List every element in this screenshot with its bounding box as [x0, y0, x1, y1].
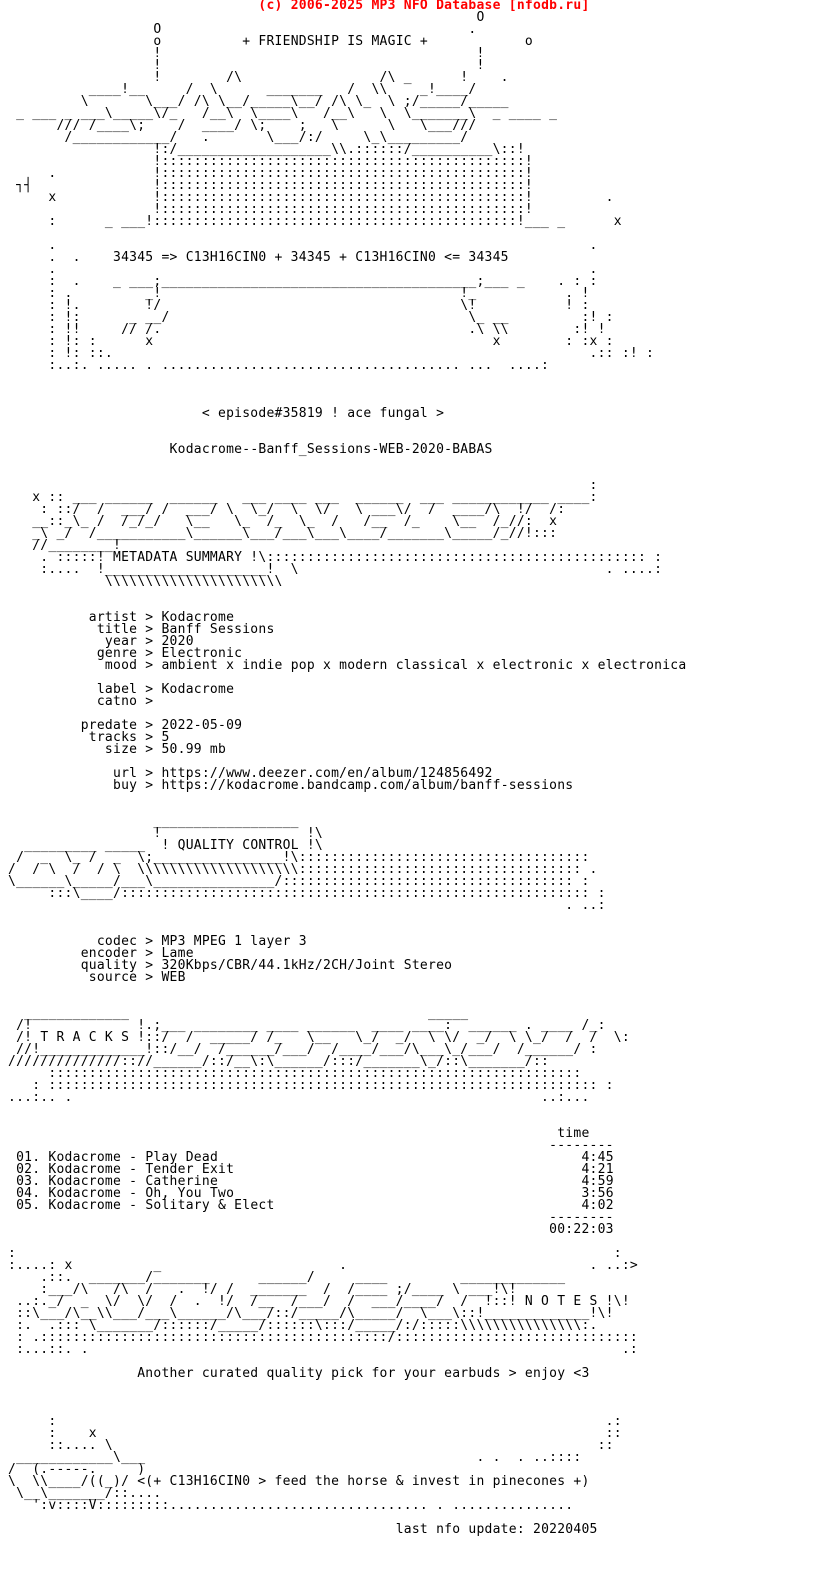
track-row: 05. Kodacrome - Solitary & Elect 4:02 [16, 1198, 614, 1213]
nfo-line: : . _! !_ . ! [8, 286, 590, 301]
nfo-line: \______\_____/___\_______________/:::::::::::::::::::::::::::::::::::: : [8, 874, 590, 889]
nfo-line: :.... !____________________! \ . ....: [8, 562, 663, 577]
nfo-text [8, 0, 686, 1536]
nfo-line [8, 792, 686, 804]
release-line [8, 444, 686, 456]
q-source-line: source > WEB [8, 970, 186, 985]
meta-artist: Kodacrome [161, 610, 235, 625]
nfo-line: ! ! [8, 46, 485, 61]
nfo-line: : . _ ___;_______________________________________;___ _ . : : [8, 274, 598, 289]
meta-url[interactable]: https://www.deezer.com/en/album/124856492 [161, 766, 493, 781]
nfo-line [8, 1392, 686, 1404]
notes-title: N O T E S [524, 1294, 598, 1309]
track-time: 4:02 [581, 1198, 614, 1213]
copyright-header: (c) 2006-2025 MP3 NFO Database [nfodb.ru] [258, 0, 590, 13]
tracks-title-line: /! T R A C K S !::/ / _____/ /_ \__ \_/ _/ \ \/ _/ \ \_/ / / \: [8, 1030, 630, 1045]
meta-catno-line: catno > [8, 694, 162, 709]
nfo-line [8, 912, 686, 924]
nfo-line: _____________ _____ [8, 1006, 638, 1021]
time-header-line: time [8, 1126, 590, 1141]
metadata-title-line: . :::::! METADATA SUMMARY !\::::::::::::::::::::::::::::::::::::::::::::::: : [8, 550, 663, 565]
track-time: 4:21 [581, 1162, 614, 1177]
nfo-line [8, 456, 686, 468]
nfo-line [8, 588, 686, 600]
formula-line: . . 34345 => C13H16CIN0 + 34345 + C13H16CIN0 <= 34345 [8, 250, 509, 265]
nfo-line: / / \ / / \ \\\\\\\\\\\\\\\\\\\\::::::::::::::::::::::::::::::::::: . [8, 862, 598, 877]
track-num: 03. [16, 1174, 41, 1189]
nfo-line: _ ___ _ ___\_____\/_ /__\ \____\ /__\ \ \_______\ _ ____ _ [8, 106, 558, 121]
track-num: 05. [16, 1198, 41, 1213]
nfo-line: O [8, 10, 485, 25]
nfo-line: ! !\ [8, 826, 323, 841]
meta-url-line: url > https://www.deezer.com/en/album/124856492 [8, 766, 493, 781]
nfo-line: x !:::::::::::::::::::::::::::::::::::::::::::::! . [8, 190, 614, 205]
nfo-line: !:::::::::::::::::::::::::::::::::::::::::::::! [8, 154, 533, 169]
nfo-line: O . [8, 22, 477, 37]
nfo-line: / (.-----. ) [8, 1462, 146, 1477]
nfo-line: ...:.. . ..:... [8, 1090, 590, 1105]
nfo-line: : !. !/ \! ! : [8, 298, 590, 313]
nfo-line: //////////////:://______/::/__\:\______/:::/_______\_/::\_______/:: [8, 1054, 550, 1069]
nfo-line: x :: ___ ______ ______ ___ ____ ___ ______ ___ ____________ ____: [8, 490, 598, 505]
nfo-line: : !: : x x : :x : [8, 334, 614, 349]
nfo-line [8, 984, 686, 996]
nfo-line: . ..: [8, 898, 606, 913]
track-title: Solitary & Elect [145, 1198, 275, 1213]
release-name: Kodacrome--Banff_Sessions-WEB-2020-BABAS [169, 442, 493, 457]
meta-size: 50.99 mb [161, 742, 227, 757]
meta-label-line: label > Kodacrome [8, 682, 235, 697]
nfo-line: : .:::::::::::::::::::::::::::::::::::::::::::/:::::::::::::::::::::::::::::: [8, 1330, 638, 1345]
q-source: WEB [161, 970, 186, 985]
nfo-line: __::_\_ / /_/_/ \__ \_ /_ \_ / /__ /_ \__ /_//: x [8, 514, 558, 529]
nfo-line [8, 420, 686, 432]
nfo-line: ____________\___ . . . ..:::: [8, 1450, 582, 1465]
nfo-line: /! !.;___ ________ ____ ______ ____ ____: ______ . ____ /_: [8, 1018, 606, 1033]
meta-year: 2020 [161, 634, 194, 649]
track-artist: Kodacrome [48, 1174, 122, 1189]
nfo-line: :::\____/:::::::::::::::::::::::::::::::::::::::::::::::::::::::::: : [8, 886, 606, 901]
nfo-line: ! /\ /\ _ ! . [8, 70, 509, 85]
notes-text-line [8, 1368, 686, 1380]
notes-text: Another curated quality pick for your earbuds > enjoy <3 [137, 1366, 590, 1381]
episode-line [8, 408, 686, 420]
last-update: last nfo update: 20220405 [395, 1522, 598, 1537]
nfo-line: : !: _ __/ \_ __ :! : [8, 310, 614, 325]
nfo-line [8, 384, 686, 396]
total-line [8, 1224, 686, 1236]
nfo-line: . . [8, 262, 598, 277]
nfo-line: !:::::::::::::::::::::::::::::::::::::::::::::! [8, 202, 533, 217]
nfo-line: \ \___/ /\ \__/_____\__/ /\ \_ \ ;/_____/_____ [8, 94, 509, 109]
nfo-line: ┐┤ !:::::::::::::::::::::::::::::::::::::::::::::! [8, 178, 533, 193]
meta-label: Kodacrome [161, 682, 235, 697]
nfo-line: : :::::::::::::::::::::::::::::::::::::::::::::::::::::::::::::::::::: : [8, 1078, 614, 1093]
nfo-line: :..:. ..... . ..................................... ... ....: [8, 358, 550, 373]
tracks-title: T R A C K S [40, 1030, 130, 1045]
q-encoder-line: encoder > Lame [8, 946, 194, 961]
track-artist: Kodacrome [48, 1162, 122, 1177]
nfo-line: ::\___/\__\\___/___\______/\___/::/_____/\_____/ \___\::!_____________!\! [8, 1306, 614, 1321]
nfo-line: : : [8, 1246, 622, 1261]
episode-tag: < episode#35819 ! ace fungal > [201, 406, 445, 421]
nfo-line: . . [8, 238, 598, 253]
meta-title: Banff Sessions [161, 622, 275, 637]
footer-slogan: <(+ C13H16CIN0 > feed the horse & invest in pinecones +) [137, 1474, 590, 1489]
update-line [8, 1524, 686, 1536]
nfo-line: :...::. . .: [8, 1342, 638, 1357]
q-title: _________ _____ ! QUALITY CONTROL !\ [8, 838, 324, 853]
nfo-line: : _ ___!:::::::::::::::::::::::::::::::::::::::::::::!___ _ x [8, 214, 622, 229]
formula: 34345 => C13H16CIN0 + 34345 + C13H16CIN0 <= 34345 [113, 250, 509, 265]
meta-buy-line: buy > https://kodacrome.bandcamp.com/album/banff-sessions [8, 778, 574, 793]
tagline: + FRIENDSHIP IS MAGIC + [242, 34, 428, 49]
nfo-line: /// /____\; / ____/ \; ; \ \ \___/// [8, 118, 477, 133]
track-row: 04. Kodacrome - Oh, You Two 3:56 [16, 1186, 614, 1201]
nfo-line: / _ \_ / _ \;________________!\:::::::::::::::::::::::::::::::::::: [8, 850, 590, 865]
track-artist: Kodacrome [48, 1186, 122, 1201]
nfo-line: ____!__ / \ _______ / \\ _!____/ [8, 82, 477, 97]
nfo-line: : !: ::. .:: :! : [8, 346, 655, 361]
track-artist: Kodacrome [48, 1198, 122, 1213]
track-num: 01. [16, 1150, 41, 1165]
track-artist: Kodacrome [48, 1150, 122, 1165]
nfo-line: .::. _______/_______ ______/ ____ _____________ [8, 1270, 566, 1285]
track-title: Play Dead [145, 1150, 219, 1165]
track-title: Catherine [145, 1174, 219, 1189]
meta-predate-line: predate > 2022-05-09 [8, 718, 243, 733]
slogan-line: \ \\____/((_)/ <(+ C13H16CIN0 > feed the horse & invest in pinecones +) [8, 1474, 590, 1489]
nfo-line: \\\\\\\\\\\\\\\\\\\\\\ [8, 574, 283, 589]
nfo-line: !:/___________________\\.::::::/__________\::! [8, 142, 525, 157]
nfo-line: _\ _/ /___________\______\___/___\___\____/_______\_____/_//!::: [8, 526, 558, 541]
q-codec: MP3 MPEG 1 layer 3 [161, 934, 307, 949]
track-time: 4:59 [581, 1174, 614, 1189]
nfo-line: : ::/ / ___/ / ___/ \ \_/ \ \/ \ ___\/ / ____/\ !/ /: [8, 502, 566, 517]
track-row: 03. Kodacrome - Catherine 4:59 [16, 1174, 614, 1189]
nfo-line: __________________ [8, 814, 299, 829]
track-row: 02. Kodacrome - Tender Exit 4:21 [16, 1162, 614, 1177]
nfo-line: -------- [8, 1138, 614, 1153]
nfo-line: :::::::::::::::::::::::::::::::::::::::::::::::::::::::::::::::::: [8, 1066, 582, 1081]
nfo-line: : [8, 478, 598, 493]
notes-title-line: ..:._/ _ \/ \/ / . !/ /__ /___/ / ___/____/ / !::! N O T E S !\! [8, 1294, 630, 1309]
meta-genre: Electronic [161, 646, 243, 661]
nfo-line: ':v::::V:::::::::................................ . ............... [8, 1498, 574, 1513]
nfo-line [8, 1380, 686, 1392]
nfo-line: :....: x _ . . ..:> [8, 1258, 638, 1273]
track-row: 01. Kodacrome - Play Dead 4:45 [16, 1150, 614, 1165]
nfo-line: : x :: [8, 1426, 622, 1441]
track-num: 02. [16, 1162, 41, 1177]
meta-predate: 2022-05-09 [161, 718, 243, 733]
meta-buy[interactable]: https://kodacrome.bandcamp.com/album/banff-sessions [161, 778, 574, 793]
q-quality: 320Kbps/CBR/44.1kHz/2CH/Joint Stereo [161, 958, 453, 973]
track-title: Tender Exit [145, 1162, 235, 1177]
nfo-line: . !:::::::::::::::::::::::::::::::::::::::::::::! [8, 166, 533, 181]
meta-mood-line: mood > ambient x indie pop x modern classical x electronic x electronica [8, 658, 687, 673]
meta-tracks-line: tracks > 5 [8, 730, 170, 745]
meta-art: //________! [8, 538, 122, 553]
tagline-line: o + FRIENDSHIP IS MAGIC + o [8, 34, 533, 49]
track-time: 3:56 [581, 1186, 614, 1201]
meta-title-line: title > Banff Sessions [8, 622, 275, 637]
track-num: 04. [16, 1186, 41, 1201]
q-quality-line: quality > 320Kbps/CBR/44.1kHz/2CH/Joint Stereo [8, 958, 453, 973]
meta-genre-line: genre > Electronic [8, 646, 243, 661]
metadata-summary-title: METADATA SUMMARY [113, 550, 243, 565]
nfo-line [8, 1104, 686, 1116]
nfo-line: : !! // /. .\ \\ :! ! [8, 322, 606, 337]
nfo-line: :. .::: \_______/::::::/_____/::::::\:::/_____/:/:::::\\\\\\\\\\\\\\\:. [8, 1318, 598, 1333]
meta-mood: ambient x indie pop x modern classical x electronic x electronica [161, 658, 687, 673]
nfo-line: -------- [8, 1210, 614, 1225]
track-time: 4:45 [581, 1150, 614, 1165]
quality-control-title: QUALITY CONTROL [177, 838, 299, 853]
meta-tracks: 5 [161, 730, 170, 745]
nfo-line: //!_____________!::/__/ /______/___/ /____/___/\___\_/___/ /______/ : [8, 1042, 598, 1057]
nfo-line: ! ! [8, 58, 485, 73]
q-encoder: Lame [161, 946, 194, 961]
meta-year-line: year > 2020 [8, 634, 194, 649]
total-time: 00:22:03 [549, 1222, 614, 1237]
nfo-line: /____________/ . \___/:/ \_\_________/ [8, 130, 469, 145]
q-codec-line: codec > MP3 MPEG 1 layer 3 [8, 934, 307, 949]
nfo-line: :___/\ /\ / . !/ / _______ / /____ ;/____ \ ___!\! [8, 1282, 517, 1297]
nfo-line: : .: [8, 1414, 622, 1429]
nfo-line [8, 372, 686, 384]
meta-artist-line: artist > Kodacrome [8, 610, 235, 625]
meta-size-line: size > 50.99 mb [8, 742, 227, 757]
track-title: Oh, You Two [145, 1186, 235, 1201]
nfo-line: \__\_______/::.... [8, 1486, 162, 1501]
nfo-line: ::.... \ :: [8, 1438, 614, 1453]
